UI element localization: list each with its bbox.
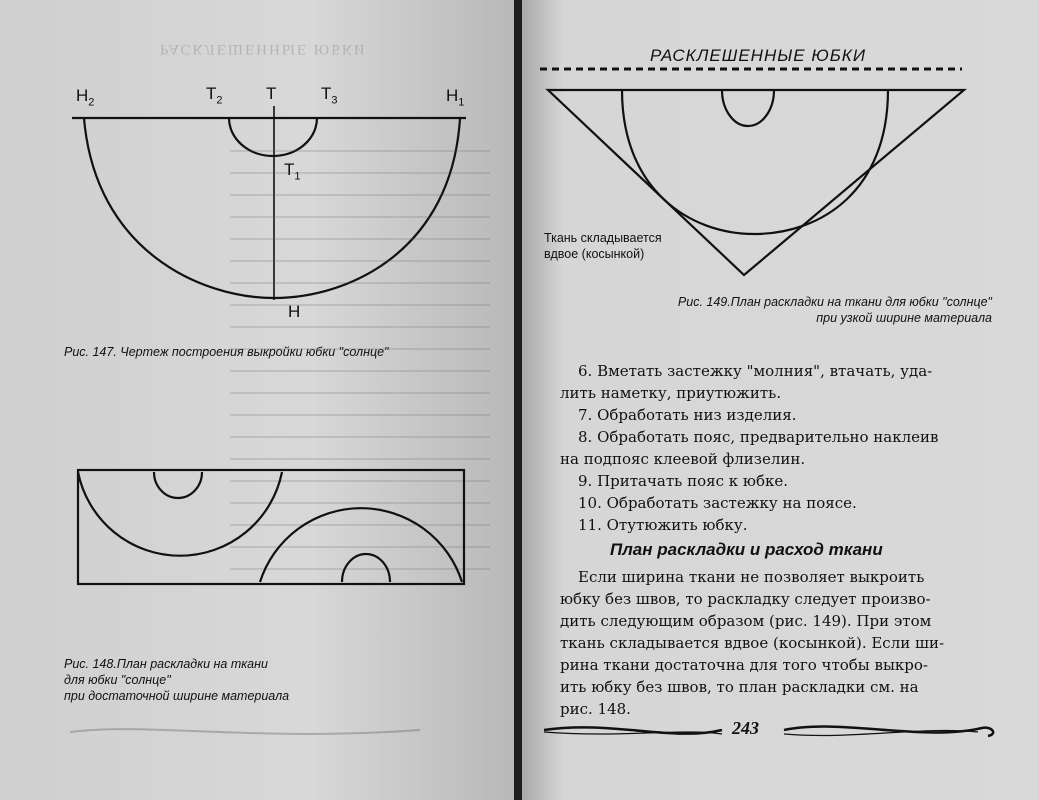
label-t1: $Т_1$ bbox=[284, 160, 301, 183]
faded-header: РАСКЛЕШЕННЫЕ ЮБКИ bbox=[160, 41, 367, 57]
step-8: 8. Обработать пояс, предварительно наклеив bbox=[578, 428, 939, 446]
paragraph-line: дить следующим образом (рис. 149). При этом bbox=[560, 612, 932, 630]
header-dashed-rule bbox=[522, 64, 1039, 74]
paragraph bbox=[560, 566, 984, 720]
flourish-ornament bbox=[0, 712, 516, 752]
right-page bbox=[522, 0, 1039, 800]
paragraph-line: рис. 148. bbox=[560, 700, 631, 718]
step-8-cont: на подпояс клеевой флизелин. bbox=[560, 450, 806, 468]
paragraph-line: ткань складывается вдвое (косынкой). Если ши- bbox=[560, 634, 945, 652]
step-10: 10. Обработать застежку на поясе. bbox=[578, 494, 857, 512]
label-h1: $Н_1$ bbox=[446, 86, 465, 109]
label-t: Т bbox=[266, 84, 277, 103]
step-9: 9. Притачать пояс к юбке. bbox=[578, 472, 789, 490]
fabric-fold-note: Ткань складывается вдвое (косынкой) bbox=[544, 231, 662, 261]
steps-list bbox=[560, 360, 984, 536]
figure-148 bbox=[0, 460, 516, 620]
step-6: 6. Вметать застежку "молния", втачать, уда- bbox=[578, 362, 933, 380]
caption-fig148: Рис. 148.План раскладки на ткани для юбки "солнце" при достаточной ширине материала bbox=[64, 657, 290, 703]
label-h: Н bbox=[288, 302, 301, 321]
step-11: 11. Отутюжить юбку. bbox=[578, 516, 748, 534]
left-page bbox=[0, 0, 516, 800]
step-6-cont: лить наметку, приутюжить. bbox=[560, 384, 782, 402]
caption-fig147: Рис. 147. Чертеж построения выкройки юбки "солнце" bbox=[64, 345, 389, 359]
label-t2: $Т_2$ bbox=[206, 84, 223, 107]
running-header: РАСКЛЕШЕННЫЕ ЮБКИ bbox=[650, 46, 866, 65]
section-heading: План раскладки и расход ткани bbox=[610, 540, 883, 559]
label-h2: $Н_2$ bbox=[76, 86, 95, 109]
paragraph-line: юбку без швов, то раскладку следует произво- bbox=[560, 590, 931, 608]
paragraph-line: рина ткани достаточна для того чтобы выкро- bbox=[560, 656, 928, 674]
page-number: 243 bbox=[732, 718, 759, 738]
paragraph-line: Если ширина ткани не позволяет выкроить bbox=[578, 568, 925, 586]
paragraph-line: ить юбку без швов, то план раскладки см. на bbox=[560, 678, 919, 696]
page-number-flourish bbox=[522, 708, 1039, 758]
label-t3: $Т_3$ bbox=[321, 84, 338, 107]
step-7: 7. Обработать низ изделия. bbox=[578, 406, 797, 424]
caption-fig149: Рис. 149.План раскладки на ткани для юбки "солнце" при узкой ширине материала bbox=[677, 295, 992, 325]
